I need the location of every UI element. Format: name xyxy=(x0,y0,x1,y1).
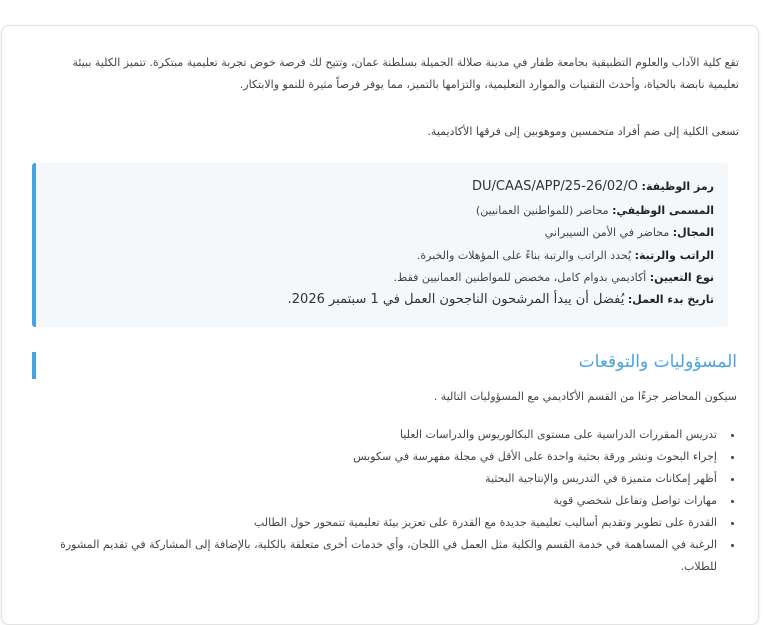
list-item: • أظهر إمكانات متميزة في التدريس والإنتاجية البحثية xyxy=(41,468,721,490)
job-code-label: رمز الوظيفة: xyxy=(641,180,714,193)
job-title-label: المسمى الوظيفي: xyxy=(612,204,714,217)
responsibilities-heading: المسؤوليات والتوقعات xyxy=(578,352,737,372)
job-type-value: أكاديمي بدوام كامل، مخصص للمواطنين العمانيين فقط. xyxy=(393,271,647,284)
job-code-value: DU/CAAS/APP/25-26/02/O xyxy=(472,179,639,194)
job-field-line xyxy=(545,226,714,239)
list-item: • مهارات تواصل وتفاعل شخصي قوية xyxy=(41,490,721,512)
job-start-label: تاريخ بدء العمل: xyxy=(627,293,714,306)
job-title-value: محاضر (للمواطنين العمانيين) xyxy=(475,204,609,217)
job-start-line xyxy=(288,292,714,307)
job-field-label: المجال: xyxy=(672,226,714,239)
job-title-line xyxy=(476,204,714,217)
job-salary-label: الراتب والرتبة: xyxy=(634,249,714,262)
job-type-line xyxy=(394,271,714,284)
list-item: • تدريس المقررات الدراسية على مستوى البكالوريوس والدراسات العليا xyxy=(41,424,721,446)
list-item: • إجراء البحوث ونشر ورقة بحثية واحدة على الأقل في مجلة مفهرسة في سكوبس xyxy=(41,446,721,468)
intro-paragraph: تقع كلية الآداب والعلوم التطبيقية بجامعة ظفار في مدينة صلالة الجميلة بسلطنة عمان، وتتيح لك فرصة خوض تجربة تعليمية مبتكرة. تتميز الكلية ببيئة تعليمية نابضة بالحياة، وأحدث التقنيات والموارد التعليمية، والتزامها بالتميز، مما يوفر فرصاً مثيرة للنمو والابتكار. xyxy=(72,56,739,91)
responsibilities-list xyxy=(41,424,737,578)
job-field-value: محاضر في الأمن السيبراني xyxy=(544,226,670,239)
job-details-box xyxy=(32,163,728,327)
intro-paragraph-2: تسعى الكلية إلى ضم أفراد متحمسين وموهوبين إلى فرقها الأكاديمية. xyxy=(427,125,739,138)
job-start-value: يُفضل أن يبدأ المرشحون الناجحون العمل في 1 سبتمبر 2026. xyxy=(287,292,625,307)
job-type-label: نوع التعيين: xyxy=(649,271,714,284)
responsibilities-intro: سيكون المحاضر جزءًا من القسم الأكاديمي مع المسؤوليات التالية . xyxy=(433,390,737,403)
job-salary-value: يُحدد الراتب والرتبة بناءً على المؤهلات والخبرة. xyxy=(416,249,632,262)
job-salary-line xyxy=(417,249,714,262)
job-code-line xyxy=(472,179,714,194)
heading-accent-bar xyxy=(32,352,36,379)
list-item: • القدرة على تطوير وتقديم أساليب تعليمية جديدة مع القدرة على تعزيز بيئة تعليمية تتمحور حول الطالب xyxy=(41,512,721,534)
list-item: • الرغبة في المساهمة في خدمة القسم والكلية مثل العمل في اللجان، وأي خدمات أخرى متعلقة بالكلية، بالإضافة إلى المشاركة في تقديم المشورة للطلاب. xyxy=(41,534,721,578)
